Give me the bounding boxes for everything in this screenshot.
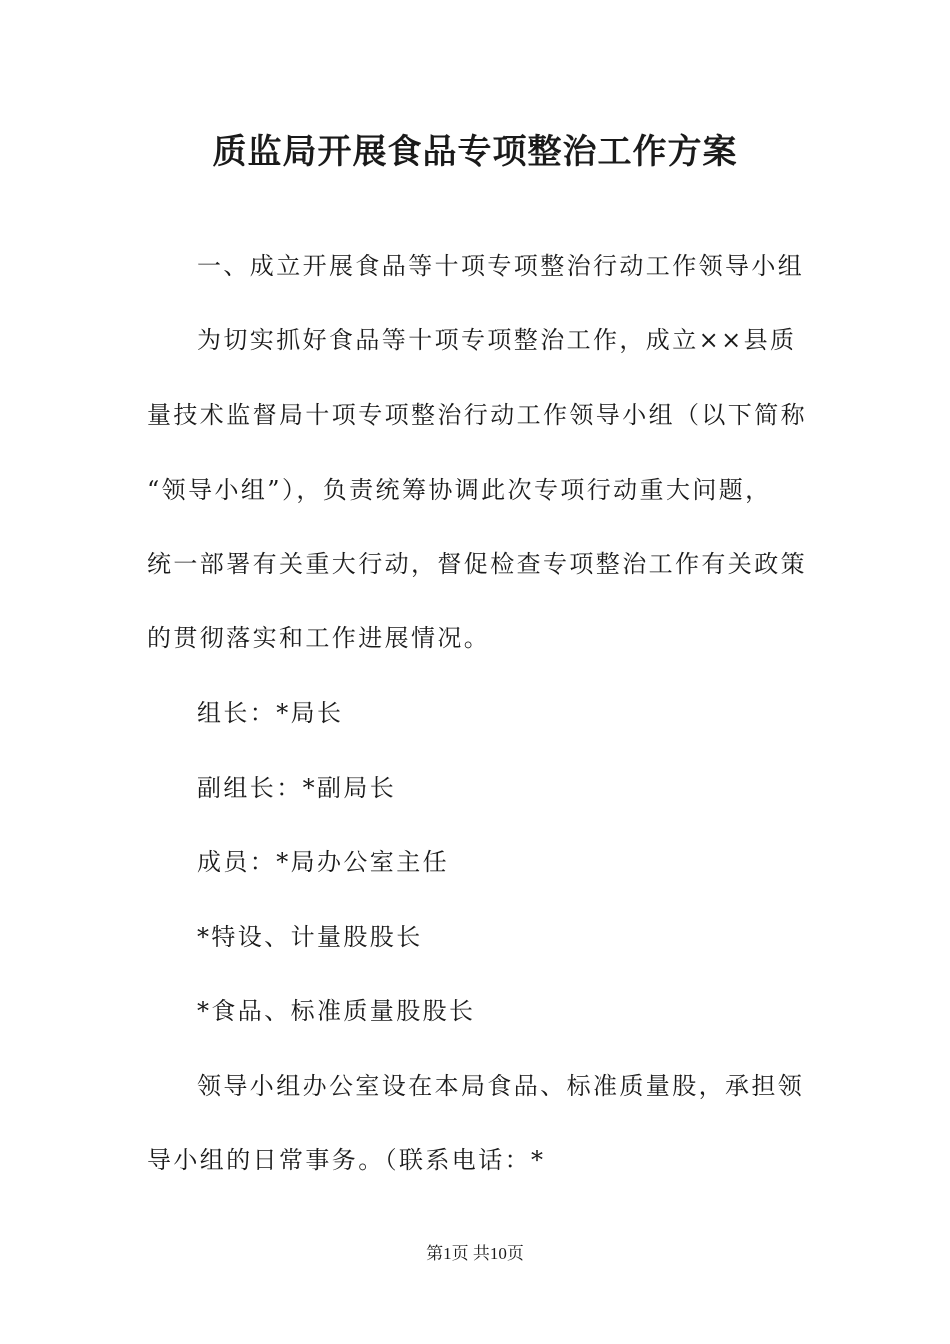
paragraph-line: 导小组的日常事务。（联系电话：* <box>147 1146 546 1174</box>
page-indicator: 第1页 共10页 <box>426 1244 524 1263</box>
member-leader: 组长：*局长 <box>197 699 344 727</box>
member-deputy-leader: 副组长：*副局长 <box>197 774 397 802</box>
paragraph-line: 统一部署有关重大行动，督促检查专项整治工作有关政策 <box>147 550 807 578</box>
section-heading: 一、成立开展食品等十项专项整治行动工作领导小组 <box>197 252 805 280</box>
paragraph-line: “领导小组”），负责统筹协调此次专项行动重大问题， <box>147 476 772 504</box>
member-metrology-head: *特设、计量股股长 <box>197 923 423 951</box>
document-body <box>147 0 807 1344</box>
paragraph-line: 的贯彻落实和工作进展情况。 <box>147 624 491 652</box>
member-food-quality-head: *食品、标准质量股股长 <box>197 997 476 1025</box>
page-title: 质监局开展食品专项整治工作方案 <box>212 132 738 172</box>
member-office-director: 成员：*局办公室主任 <box>197 848 449 876</box>
paragraph-line: 领导小组办公室设在本局食品、标准质量股，承担领 <box>197 1072 805 1100</box>
paragraph-line: 量技术监督局十项专项整治行动工作领导小组（以下简称 <box>147 401 807 429</box>
paragraph-line: 为切实抓好食品等十项专项整治工作，成立××县质 <box>197 326 797 354</box>
